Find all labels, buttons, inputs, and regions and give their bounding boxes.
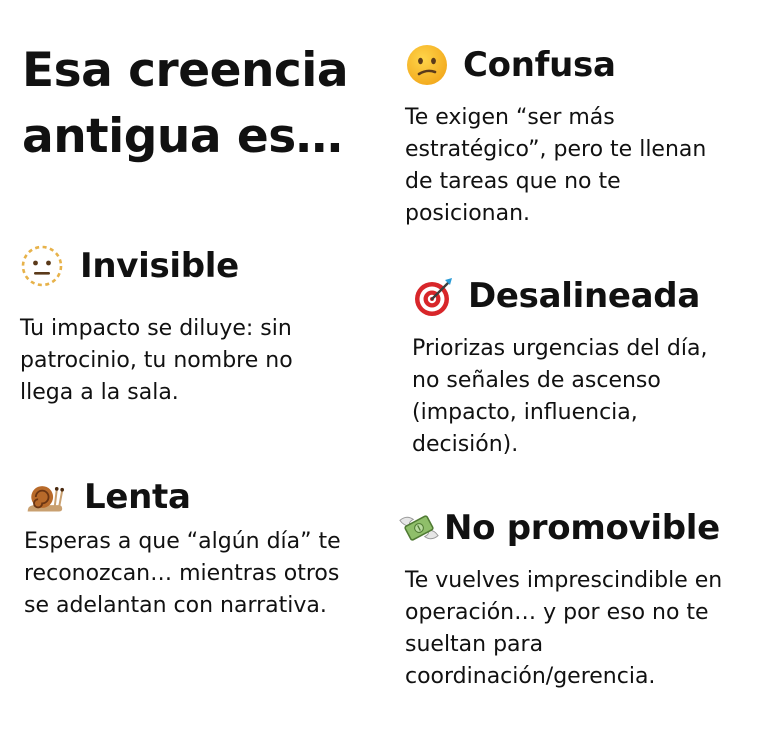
card-title: Invisible (80, 246, 239, 286)
neutral-face-dotted-icon (20, 244, 64, 288)
card-title: Desalineada (468, 276, 700, 316)
card-desalineada (412, 273, 732, 461)
card-lenta (24, 474, 364, 622)
card-body: Priorizas urgencias del día, no señales de ascenso (impacto, influencia, decisión). (412, 336, 708, 457)
card-confusa (405, 42, 740, 230)
card-no-promovible (398, 505, 743, 693)
money-with-wings-icon (398, 507, 440, 549)
card-title: Confusa (463, 45, 616, 85)
card-body: Te vuelves imprescindible en operación… y por eso no te sueltan para coordinación/gerencia. (405, 568, 723, 689)
card-body: Te exigen “ser más estratégico”, pero te llenan de tareas que no te posicionan. (405, 105, 707, 226)
confused-face-icon (405, 43, 449, 87)
card-invisible (20, 243, 350, 409)
headline (22, 38, 382, 170)
card-title: Lenta (84, 477, 191, 517)
headline-line-2: antigua es… (22, 109, 343, 164)
snail-icon (24, 477, 64, 517)
card-title: No promovible (444, 508, 720, 548)
card-body: Esperas a que “algún día” te reconozcan… mientras otros se adelantan con narrativa. (24, 529, 341, 618)
card-body: Tu impacto se diluye: sin patrocinio, tu nombre no llega a la sala. (20, 316, 293, 405)
dart-target-icon (412, 274, 456, 318)
headline-line-1: Esa creencia (22, 43, 349, 98)
